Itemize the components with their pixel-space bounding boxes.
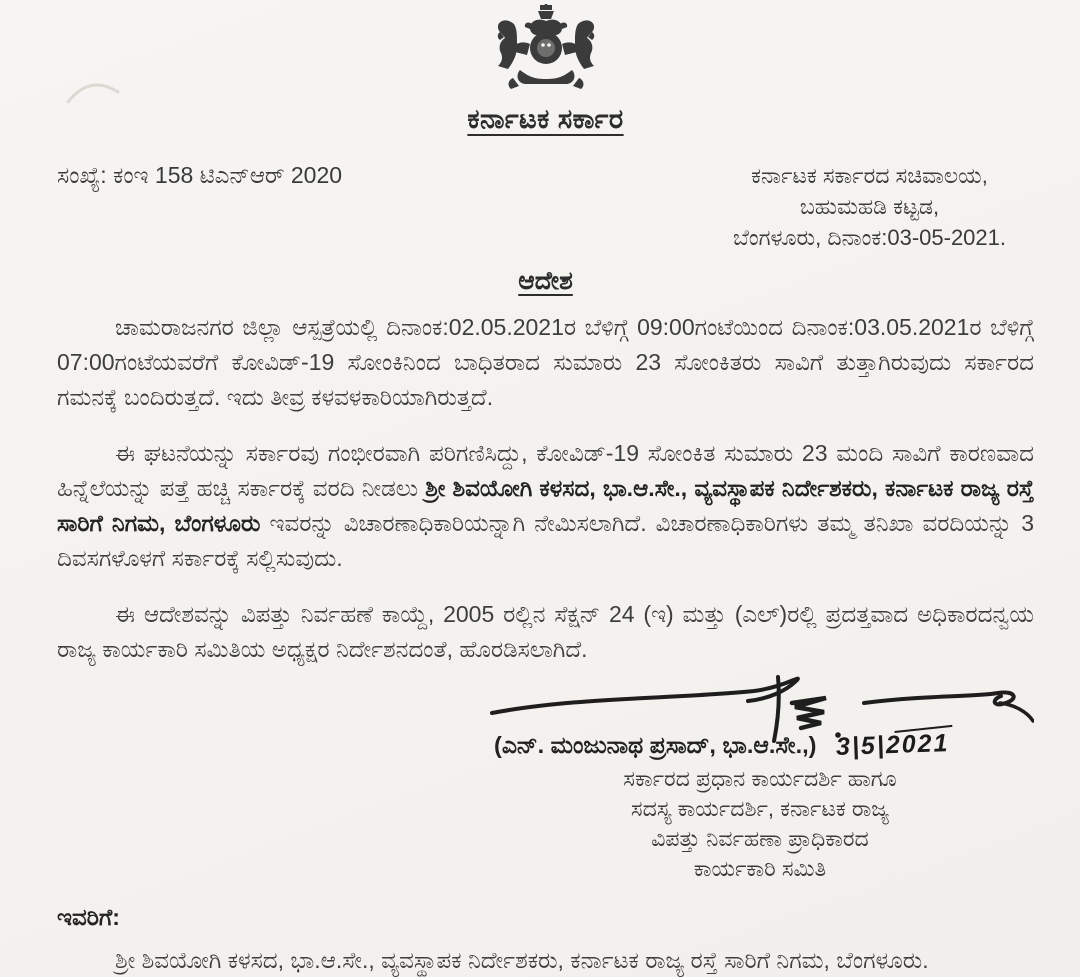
- designation-line: ಸರ್ಕಾರದ ಪ್ರಧಾನ ಕಾರ್ಯದರ್ಶಿ ಹಾಗೂ: [623, 766, 897, 791]
- order-number: ಸಂಖ್ಯೆ: ಕಂಇ 158 ಟಿಎನ್‌ಆರ್ 2020: [57, 162, 343, 188]
- handwritten-date-text: 3|5|2021: [835, 729, 951, 761]
- address-line: ಬಹುಮಹಡಿ ಕಟ್ಟಡ,: [799, 194, 940, 219]
- office-address: [733, 160, 1006, 253]
- paragraph-authority: ಈ ಆದೇಶವನ್ನು ವಿಪತ್ತು ನಿರ್ವಹಣೆ ಕಾಯ್ದೆ, 2005 ರಲ್ಲಿನ ಸೆಕ್ಷನ್ 24 (ಇ) ಮತ್ತು (ಎಲ್)ರಲ್ಲಿ ಪ್ರದತ್ತವಾದ ಅಧಿಕಾರದನ್ವಯ ರಾಜ್ಯ ಕಾರ್ಯಕಾರಿ ಸಮಿತಿಯ ಅಧ್ಯಕ್ಷರ ನಿರ್ದೇಶನದಂತೆ, ಹೊರಡಿಸಲಾಗಿದೆ.: [57, 601, 1034, 662]
- address-line: ಕರ್ನಾಟಕ ಸರ್ಕಾರದ ಸಚಿವಾಲಯ,: [751, 163, 988, 188]
- pen-mark-artifact: [60, 70, 130, 110]
- addressee-details: ಶ್ರೀ ಶಿವಯೋಗಿ ಕಳಸದ, ಭಾ.ಆ.ಸೇ., ವ್ಯವಸ್ಥಾಪಕ ನಿರ್ದೇಶಕರು, ಕರ್ನಾಟಕ ರಾಜ್ಯ ರಸ್ತೆ ಸಾರಿಗೆ ನಿಗಮ, ಬೆಂಗಳೂರು.: [115, 947, 929, 973]
- addressee-label: ಇವರಿಗೆ:: [57, 904, 120, 930]
- page-title: ಕರ್ನಾಟಕ ಸರ್ಕಾರ: [467, 104, 624, 134]
- karnataka-state-emblem-icon: [483, 4, 609, 96]
- order-heading: ಆದೇಶ: [518, 267, 573, 295]
- paragraph-appointment-pre: ಈ ಘಟನೆಯನ್ನು ಸರ್ಕಾರವು ಗಂಭೀರವಾಗಿ ಪರಿಗಣಿಸಿದ್ದು, ಕೋವಿಡ್-19 ಸೋಂಕಿತ ಸುಮಾರು 23 ಮಂದಿ ಸಾವಿಗೆ ಕಾರಣವಾದ ಹಿನ್ನೆಲೆಯನ್ನು ಪತ್ತೆ ಹಚ್ಚಿ ಸರ್ಕಾರಕ್ಕೆ ವರದಿ ನೀಡಲು: [57, 440, 1034, 501]
- handwritten-date: [836, 729, 950, 762]
- designation-line: ವಿಪತ್ತು ನಿರ್ವಹಣಾ ಪ್ರಾಧಿಕಾರದ: [651, 826, 869, 851]
- signatory-name: (ಎನ್. ಮಂಜುನಾಥ ಪ್ರಸಾದ್, ಭಾ.ಆ.ಸೇ.,): [494, 732, 817, 758]
- emblem-container: [57, 0, 1034, 96]
- designation-line: ಕಾರ್ಯಕಾರಿ ಸಮಿತಿ: [693, 856, 827, 881]
- signatory-designation: [480, 764, 1040, 884]
- appointed-officer-name: ಶ್ರೀ ಶಿವಯೋಗಿ ಕಳಸದ, ಭಾ.ಆ.ಸೇ., ವ್ಯವಸ್ಥಾಪಕ ನಿರ್ದೇಶಕರು, ಕರ್ನಾಟಕ ರಾಜ್ಯ ರಸ್ತೆ ಸಾರಿಗೆ ನಿಗಮ, ಬೆಂಗಳೂರು: [57, 475, 1034, 536]
- paragraph-incident: ಚಾಮರಾಜನಗರ ಜಿಲ್ಲಾ ಆಸ್ಪತ್ರೆಯಲ್ಲಿ ದಿನಾಂಕ:02.05.2021ರ ಬೆಳಿಗ್ಗೆ 09:00ಗಂಟೆಯಿಂದ ದಿನಾಂಕ:03.05.2021ರ ಬೆಳಿಗ್ಗೆ 07:00ಗಂಟೆಯವರೆಗೆ ಕೋವಿಡ್-19 ಸೋಂಕಿನಿಂದ ಬಾಧಿತರಾದ ಸುಮಾರು 23 ಸೋಂಕಿತರು ಸಾವಿಗೆ ತುತ್ತಾಗಿರುವುದು ಸರ್ಕಾರದ ಗಮನಕ್ಕೆ ಬಂದಿರುತ್ತದೆ. ಇದು ತೀವ್ರ ಕಳವಳಕಾರಿಯಾಗಿರುತ್ತದೆ.: [57, 314, 1034, 410]
- signature-block: [480, 669, 1040, 884]
- designation-line: ಸದಸ್ಯ ಕಾರ್ಯದರ್ಶಿ, ಕರ್ನಾಟಕ ರಾಜ್ಯ: [630, 796, 890, 821]
- signatory-row: [480, 731, 1040, 760]
- paragraph-appointment-post: ಇವರನ್ನು ವಿಚಾರಣಾಧಿಕಾರಿಯನ್ನಾಗಿ ನೇಮಿಸಲಾಗಿದೆ. ವಿಚಾರಣಾಧಿಕಾರಿಗಳು ತಮ್ಮ ತನಿಖಾ ವರದಿಯನ್ನು 3 ದಿವಸಗಳೊಳಗೆ ಸರ್ಕಾರಕ್ಕೆ ಸಲ್ಲಿಸುವುದು.: [57, 510, 1034, 571]
- reference-row: [57, 160, 1034, 253]
- paragraph-appointment: [57, 436, 1034, 576]
- address-line: ಬೆಂಗಳೂರು, ದಿನಾಂಕ:03-05-2021.: [732, 225, 1006, 250]
